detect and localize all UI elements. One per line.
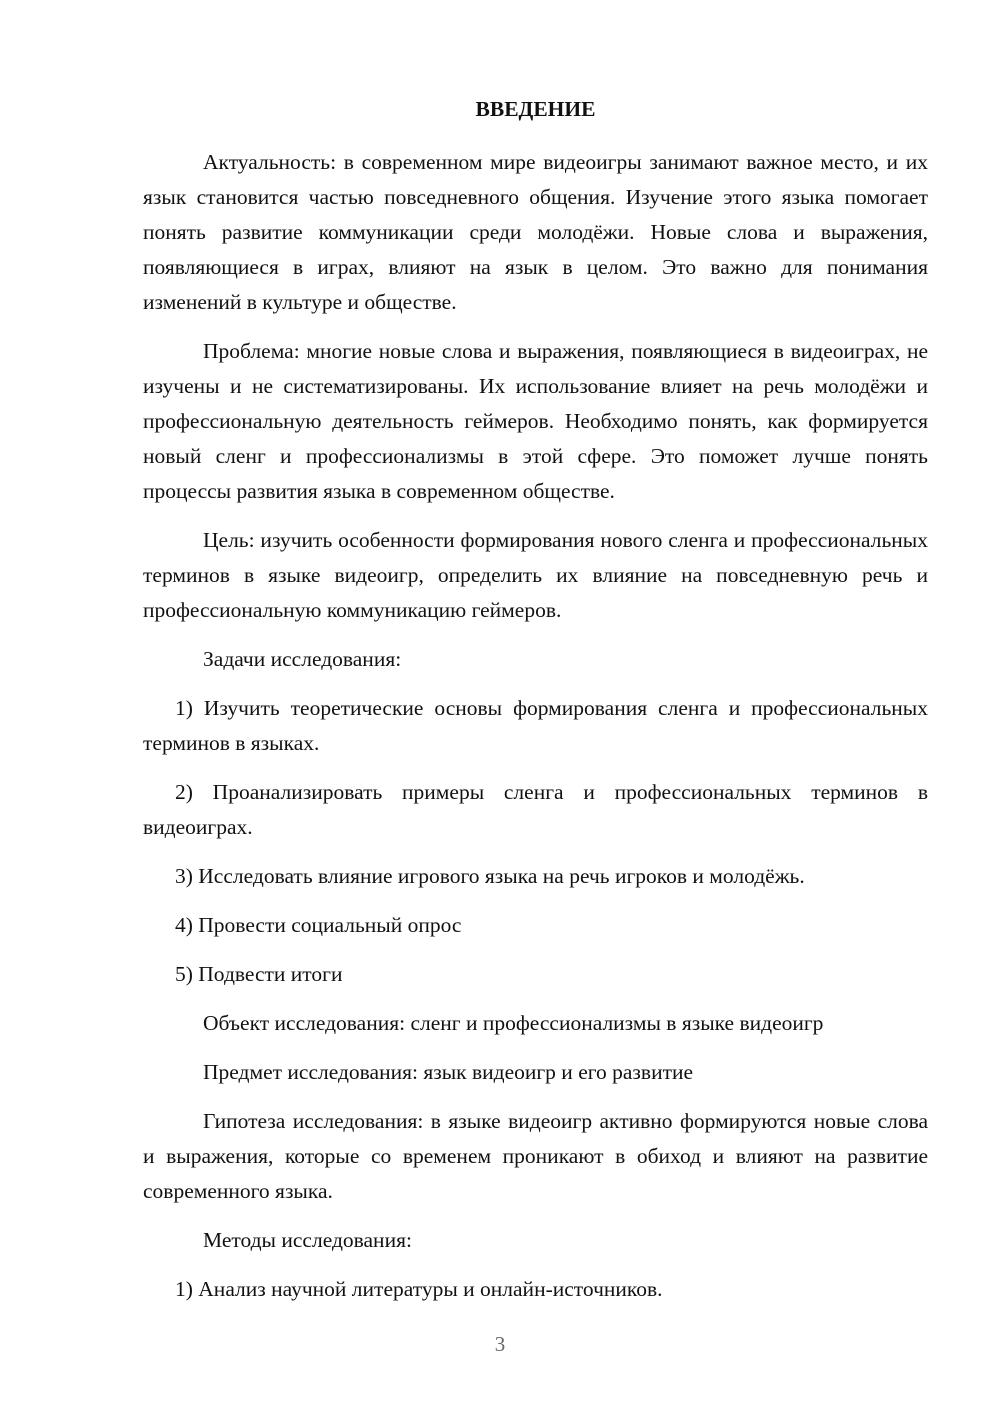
methods-heading: Методы исследования: [203, 1228, 412, 1252]
method-item-1: 1) Анализ научной литературы и онлайн-источников. [175, 1277, 663, 1301]
paragraph-goal: Цель: изучить особенности формирования нового сленга и профессиональных терминов в языке видеоигр, определить их влияние на повседневную речь и профессиональную коммуникацию геймеров. [143, 528, 928, 622]
paragraph-relevance: Актуальность: в современном мире видеоигры занимают важное место, и их язык становится частью повседневного общения. Изучение этого языка помогает понять развитие коммуникации среди молодёжи. Новые слова и выражения, появляющиеся в играх, влияют на язык в целом. Это важно для понимания изменений в культуре и обществе. [143, 150, 928, 314]
section-title: ВВЕДЕНИЕ [475, 97, 596, 121]
research-object: Объект исследования: сленг и профессионализмы в языке видеоигр [203, 1011, 824, 1035]
task-item-5: 5) Подвести итоги [175, 962, 343, 986]
task-item-3: 3) Исследовать влияние игрового языка на речь игроков и молодёжь. [175, 864, 805, 888]
paragraph-problem: Проблема: многие новые слова и выражения, появляющиеся в видеоиграх, не изучены и не систематизированы. Их использование влияет на речь молодёжи и профессиональную деятельность геймеров. Необходимо понять, как формируется новый сленг и профессионализмы в этой сфере. Это поможет лучше понять процессы развития языка в современном обществе. [143, 339, 928, 503]
task-item-4: 4) Провести социальный опрос [175, 913, 462, 937]
tasks-heading: Задачи исследования: [203, 647, 402, 671]
task-item-1: 1) Изучить теоретические основы формирования сленга и профессиональных терминов в языках. [143, 696, 928, 755]
research-hypothesis: Гипотеза исследования: в языке видеоигр активно формируются новые слова и выражения, которые со временем проникают в обиход и влияют на развитие современного языка. [143, 1109, 928, 1203]
document-page [143, 92, 928, 1307]
research-subject: Предмет исследования: язык видеоигр и его развитие [203, 1060, 694, 1084]
task-item-2: 2) Проанализировать примеры сленга и профессиональных терминов в видеоиграх. [143, 780, 928, 839]
page-number: 3 [494, 1332, 506, 1356]
